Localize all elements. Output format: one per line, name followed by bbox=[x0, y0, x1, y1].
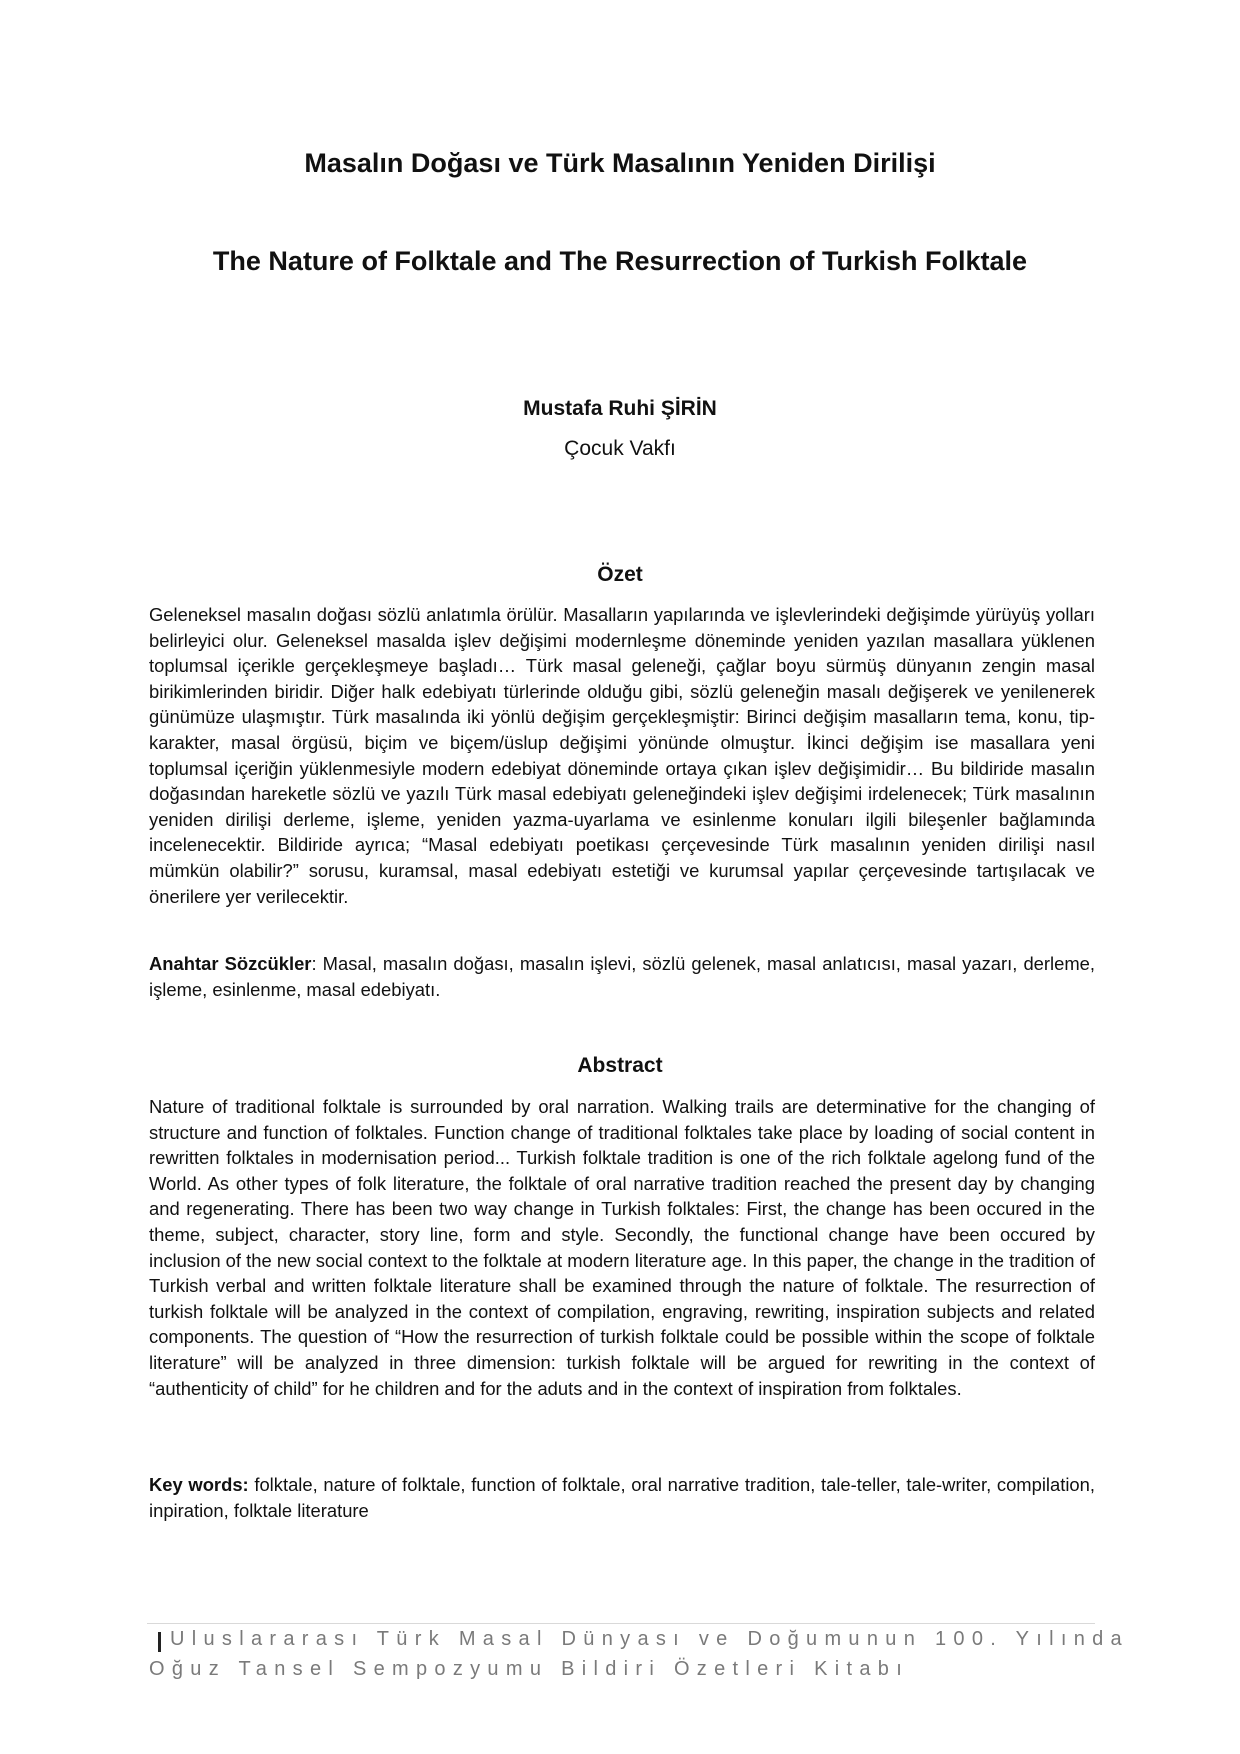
abstract-keywords-label: Key words: bbox=[149, 1474, 249, 1495]
ozet-keywords-label: Anahtar Sözcükler bbox=[149, 953, 312, 974]
ozet-body: Geleneksel masalın doğası sözlü anlatımla örülür. Masalların yapılarında ve işlevlerindeki değişimde yürüyüş yolları belirleyici olur. Geleneksel masalda işlev değişimi modernleşme döneminde yeniden yazılan masallara yüklenen toplumsal içerikle gerçekleşmeye başladı… Türk masal geleneği, çağlar boyu sürmüş dünyanın zengin masal birikimlerinden biridir. Diğer halk edebiyatı türlerinde olduğu gibi, sözlü geleneğin masalı değişerek ve yenilenerek günümüze ulaşmıştır. Türk masalında iki yönlü değişim gerçekleşmiştir: Birinci değişim masalların tema, konu, tip-karakter, masal örgüsü, biçim ve biçem/üslup değişimi yönünde olmuştur. İkinci değişim ise masallara yeni toplumsal içeriğin yüklenmesiyle modern edebiyat döneminde ortaya çıkan işlev değişimidir… Bu bildiride masalın doğasından hareketle sözlü ve yazılı Türk masal edebiyatı geleneğindeki işlev değişimi irdelenecek; Türk masalının yeniden dirilişi derleme, işleme, yeniden yazma-uyarlama ve esinlenme konuları ilgili bileşenler bağlamında incelenecektir. Bildiride ayrıca; “Masal edebiyatı poetikası çerçevesinde Türk masalının yeniden dirilişi nasıl mümkün olabilir?” sorusu, kuramsal, masal edebiyatı estetiği ve kurumsal yapılar çerçevesinde tartışılacak ve önerilere yer verilecektir. bbox=[149, 604, 1095, 907]
abstract-keywords bbox=[149, 1472, 1095, 1523]
author-name: Mustafa Ruhi ŞİRİN bbox=[523, 397, 717, 420]
footer-divider bbox=[147, 1623, 1095, 1624]
ozet-keywords-text: : Masal, masalın doğası, masalın işlevi, sözlü gelenek, masal anlatıcısı, masal yazarı, derleme, işleme, esinlenme, masal edebiyatı. bbox=[149, 953, 1095, 1000]
footer-line-1: Uluslararası Türk Masal Dünyası ve Doğumunun 100. Yılında bbox=[170, 1628, 1129, 1650]
author-affiliation: Çocuk Vakfı bbox=[564, 437, 676, 460]
footer-marker bbox=[158, 1632, 161, 1652]
title-english: The Nature of Folktale and The Resurrection of Turkish Folktale bbox=[212, 246, 1028, 276]
footer-line-2: Oğuz Tansel Sempozyumu Bildiri Özetleri Kitabı bbox=[149, 1658, 910, 1680]
abstract-keywords-text: folktale, nature of folktale, function of folktale, oral narrative tradition, tale-teller, tale-writer, compilation, inpiration, folktale literature bbox=[149, 1474, 1096, 1521]
ozet-keywords bbox=[149, 951, 1095, 1002]
abstract-body: Nature of traditional folktale is surrounded by oral narration. Walking trails are determinative for the changing of structure and function of folktales. Function change of traditional folktales take place by loading of social content in rewritten folktales in modernisation period... Turkish folktale tradition is one of the rich folktale agelong fund of the World. As other types of folk literature, the folktale of oral narrative tradition reached the present day by changing and regenerating. There has been two way change in Turkish folktales: First, the change has been occured in the theme, subject, character, story line, form and style. Secondly, the functional change have been occured by inclusion of the new social context to the folktale at modern literature age. In this paper, the change in the tradition of Turkish verbal and written folktale literature shall be examined through the nature of folktale. The resurrection of turkish folktale will be analyzed in the context of compilation, engraving, rewriting, inspiration subjects and related components. The question of “How the resurrection of turkish folktale could be possible within the scope of folktale literature” will be analyzed in three dimension: turkish folktale will be argued for rewriting in the context of “authenticity of child” for he children and for the aduts and in the context of inspiration from folktales. bbox=[149, 1096, 1095, 1399]
title-turkish: Masalın Doğası ve Türk Masalının Yeniden Dirilişi bbox=[304, 148, 936, 178]
abstract-heading: Abstract bbox=[577, 1054, 663, 1077]
ozet-heading: Özet bbox=[597, 563, 643, 586]
